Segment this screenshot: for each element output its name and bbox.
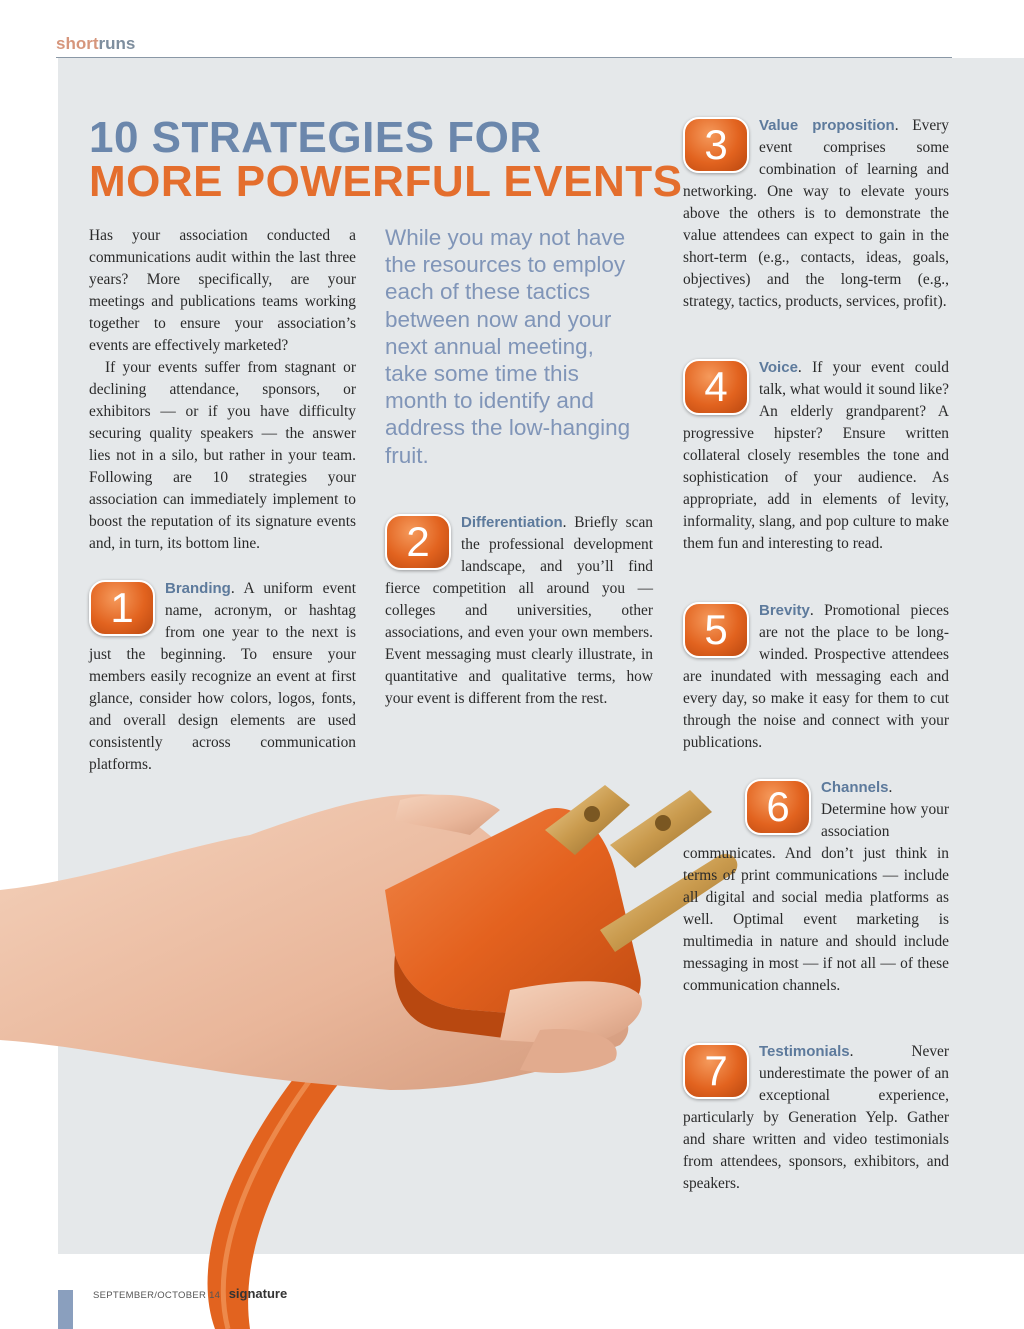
strategy-text: Every event comprises some combination of learning and networking. One way to elevate yours above the others is to demonstrate the value attendees can expect to gain in the short-term (e.g., contacts, ideas, goals, objectives) and the long-term (e.g., strategy, tactics, products, services, profit). [683,117,949,310]
strategy-text: Determine how your association communicates. And don’t just think in terms of print communications — include all digital and social media platforms as well. Optimal event marketing is multimedia in nature and should include messaging in most — if not all — of these communication channels. [683,801,949,994]
strategy-item-5: 5 Brevity. Promotional pieces are not the place to be long-winded. Prospective attendees are inundated with messaging each and every day, so make it easy for them to cut through the noise and connect with your publications. [683,602,949,751]
strategy-item-4: 4 Voice. If your event could talk, what would it sound like? An elderly grandparent? A progressive hipster? Ensure written collateral closely resembles the tone and sophistication of your audience. As appropriate, add in elements of levity, informality, slang, and pop culture to make them fun and interesting to read. [683,359,949,552]
intro-paragraph-1: Has your association conducted a communications audit within the last three years? More specifically, are your meetings and publications teams working together to ensure your association’s events are effectively marketed? [89,227,356,354]
strategy-heading: Channels [821,779,889,796]
strategy-item-6: 6 Channels. Determine how your association communicates. And don’t just think in terms of print communications — include all digital and social media platforms as well. Optimal event marketing is multimedia in nature and should include messaging in most — if not all — of these communication channels. [683,779,949,994]
hand-holding-plug-image [0,740,760,1329]
number-badge-icon: 6 [745,779,811,835]
strategy-heading: Differentiation [461,514,563,531]
title-line-2: MORE POWERFUL EVENTS [89,157,683,206]
strategy-text: A uniform event name, acronym, or hashtag from one year to the next is just the beginning. To ensure your members easily recognize an event at first glance, consider how colors, logos, fonts, and overall design elements are used consistently across communication platforms. [89,580,356,773]
article-title [89,113,683,206]
intro-paragraph-2: If your events suffer from stagnant or declining attendance, sponsors, or exhibitors — or if you have difficulty securing quality speakers — the answer lies not in a silo, but rather in your team. Following are 10 strategies your association can immediately implement to boost the reputation of its signature events and, in turn, its bottom line. [89,359,356,552]
strategy-heading: Value proposition [759,117,895,134]
strategy-item-2: 2 Differentiation. Briefly scan the professional development landscape, and you’ll find fierce competition all around you — colleges and universities, other associations, and even your own members. Event messaging must clearly illustrate, in quantitative and qualitative terms, how your event is different from the rest. [385,514,653,707]
strategy-heading: Testimonials [759,1043,850,1060]
page-footer [93,1285,287,1303]
number-badge-icon: 3 [683,117,749,173]
intro-text [89,225,356,555]
number-badge-icon: 2 [385,514,451,570]
number-badge-icon: 4 [683,359,749,415]
pull-quote: While you may not have the resources to employ each of these tactics between now and your next annual meeting, take some time this month to identify and address the low-hanging fruit. [385,225,631,468]
number-badge-icon: 7 [683,1043,749,1099]
strategy-text: Promotional pieces are not the place to be long-winded. Prospective attendees are inundated with messaging each and every day, so make it easy for them to cut through the noise and connect with your publications. [683,602,949,751]
section-header [56,34,135,54]
strategy-item-7: 7 Testimonials. Never underestimate the power of an exceptional experience, particularly by Generation Yelp. Gather and share written and video testimonials from attendees, sponsors, exhibitors, and speakers. [683,1043,949,1192]
strategy-text: Never underestimate the power of an exceptional experience, particularly by Generation Yelp. Gather and share written and video testimonials from attendees, sponsors, exhibitors, and speakers. [683,1043,949,1192]
section-header-short: short [56,34,99,53]
title-line-1: 10 STRATEGIES FOR [89,113,542,162]
section-header-runs: runs [98,34,136,53]
strategy-item-3: 3 Value proposition. Every event comprises some combination of learning and networking. One way to elevate yours above the others is to demonstrate the value attendees can expect to gain in the short-term (e.g., contacts, ideas, goals, objectives) and the long-term (e.g., strategy, tactics, products, services, profit). [683,117,949,310]
strategy-text: Briefly scan the professional development landscape, and you’ll find fierce competition all around you — colleges and universities, other associations, and even your own members. Event messaging must clearly illustrate, in quantitative and qualitative terms, how your event is different from the rest. [385,514,653,707]
footer-brand: signature [228,1286,288,1301]
strategy-heading: Brevity [759,602,810,619]
number-badge-icon: 5 [683,602,749,658]
strategy-heading: Voice [759,359,798,376]
footer-date: SEPTEMBER/OCTOBER 14 [93,1290,221,1301]
page-tab-marker [58,1290,73,1329]
number-badge-icon: 1 [89,580,155,636]
strategy-heading: Branding [165,580,231,597]
strategy-text: If your event could talk, what would it sound like? An elderly grandparent? A progressive hipster? Ensure written collateral closely resembles the tone and sophistication of your audience. As appropriate, add in elements of levity, informality, slang, and pop culture to make them fun and interesting to read. [683,359,949,552]
strategy-item-1: 1 Branding. A uniform event name, acronym, or hashtag from one year to the next is just the beginning. To ensure your members easily recognize an event at first glance, consider how colors, logos, fonts, and overall design elements are used consistently across communication platforms. [89,580,356,773]
